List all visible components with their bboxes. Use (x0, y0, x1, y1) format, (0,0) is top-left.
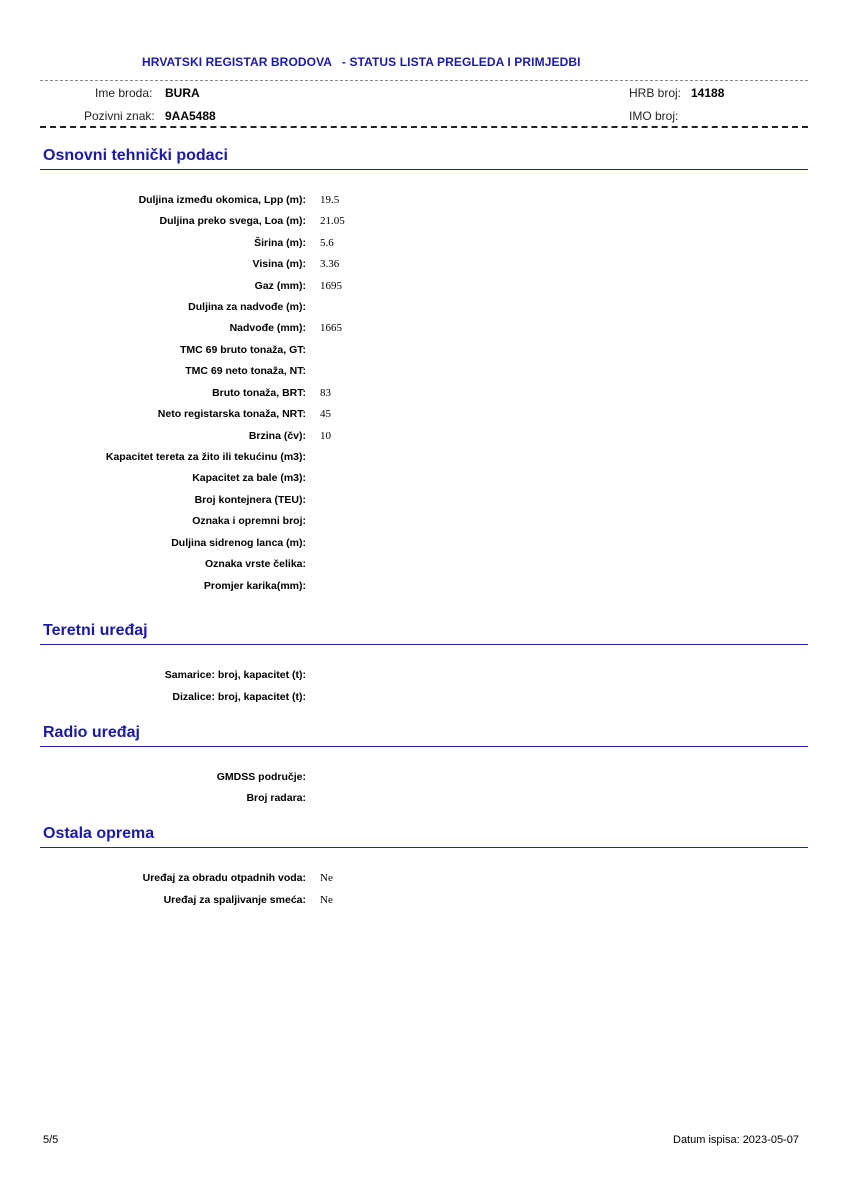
field-label: Oznaka vrste čelika: (205, 558, 306, 570)
field-row (0, 280, 849, 298)
field-row (0, 472, 849, 490)
header-bottom-divider (40, 126, 808, 128)
field-label: Duljina sidrenog lanca (m): (171, 537, 306, 549)
field-value: 3.36 (320, 258, 340, 270)
field-label: Broj kontejnera (TEU): (194, 494, 306, 506)
field-value: Ne (320, 872, 333, 884)
field-label: Uređaj za spaljivanje smeća: (163, 894, 306, 906)
section-rule (40, 644, 808, 645)
field-label: Neto registarska tonaža, NRT: (157, 408, 306, 420)
section-rule (40, 746, 808, 747)
field-row (0, 237, 849, 255)
print-date: Datum ispisa: 2023-05-07 (673, 1134, 799, 1146)
field-row (0, 515, 849, 533)
field-row (0, 558, 849, 576)
page-number: 5/5 (43, 1134, 59, 1146)
field-row (0, 322, 849, 340)
field-label: Gaz (mm): (254, 280, 306, 292)
section-title-radio: Radio uređaj (43, 724, 140, 741)
field-row (0, 691, 849, 709)
field-row (0, 580, 849, 598)
field-label: Brzina (čv): (248, 430, 306, 442)
field-label: Bruto tonaža, BRT: (212, 387, 306, 399)
section-title-other-equipment: Ostala oprema (43, 825, 155, 842)
field-row (0, 451, 849, 469)
field-label: Duljina za nadvođe (m): (188, 301, 306, 313)
field-row (0, 430, 849, 448)
field-row (0, 872, 849, 890)
section-title-technical: Osnovni tehnički podaci (43, 147, 228, 164)
field-value: 83 (320, 387, 331, 399)
field-row (0, 301, 849, 319)
field-row (0, 792, 849, 810)
field-label: Broj radara: (246, 792, 306, 804)
ship-name-label: Ime broda: (95, 86, 153, 100)
hrb-number-value: 14188 (691, 86, 725, 100)
field-row (0, 771, 849, 789)
call-sign-value: 9AA5488 (165, 109, 216, 123)
field-label: TMC 69 neto tonaža, NT: (185, 365, 306, 377)
field-label: Duljina preko svega, Loa (m): (159, 215, 306, 227)
document-title: HRVATSKI REGISTAR BRODOVA - STATUS LISTA PREGLEDA I PRIMJEDBI (142, 55, 581, 69)
field-label: Visina (m): (252, 258, 306, 270)
section-rule (40, 169, 808, 170)
field-row (0, 537, 849, 555)
hrb-number-label: HRB broj: (629, 86, 682, 100)
imo-number-label: IMO broj: (629, 109, 679, 123)
field-value: 19.5 (320, 194, 340, 206)
call-sign-label: Pozivni znak: (84, 109, 155, 123)
field-label: Duljina između okomica, Lpp (m): (138, 194, 306, 206)
field-row (0, 344, 849, 362)
field-row (0, 494, 849, 512)
field-label: Dizalice: broj, kapacitet (t): (172, 691, 306, 703)
field-row (0, 669, 849, 687)
field-value: 21.05 (320, 215, 345, 227)
field-label: Kapacitet za bale (m3): (192, 472, 306, 484)
field-row (0, 408, 849, 426)
field-label: Uređaj za obradu otpadnih voda: (142, 872, 306, 884)
field-value: 1665 (320, 322, 342, 334)
field-row (0, 258, 849, 276)
field-value: 45 (320, 408, 331, 420)
field-row (0, 387, 849, 405)
field-row (0, 365, 849, 383)
section-rule (40, 847, 808, 848)
field-value: 1695 (320, 280, 342, 292)
field-value: 5.6 (320, 237, 334, 249)
field-value: Ne (320, 894, 333, 906)
field-label: GMDSS područje: (216, 771, 306, 783)
ship-name-value: BURA (165, 86, 200, 100)
field-label: Oznaka i opremni broj: (192, 515, 306, 527)
field-row (0, 215, 849, 233)
field-label: Promjer karika(mm): (203, 580, 306, 592)
field-row (0, 194, 849, 212)
field-row (0, 894, 849, 912)
field-label: Kapacitet tereta za žito ili tekućinu (m3): (105, 451, 306, 463)
field-label: Samarice: broj, kapacitet (t): (164, 669, 306, 681)
field-label: TMC 69 bruto tonaža, GT: (180, 344, 306, 356)
section-title-cargo-gear: Teretni uređaj (43, 622, 148, 639)
header-top-divider (40, 80, 808, 81)
field-value: 10 (320, 430, 331, 442)
field-label: Širina (m): (254, 237, 306, 249)
field-label: Nadvođe (mm): (229, 322, 306, 334)
